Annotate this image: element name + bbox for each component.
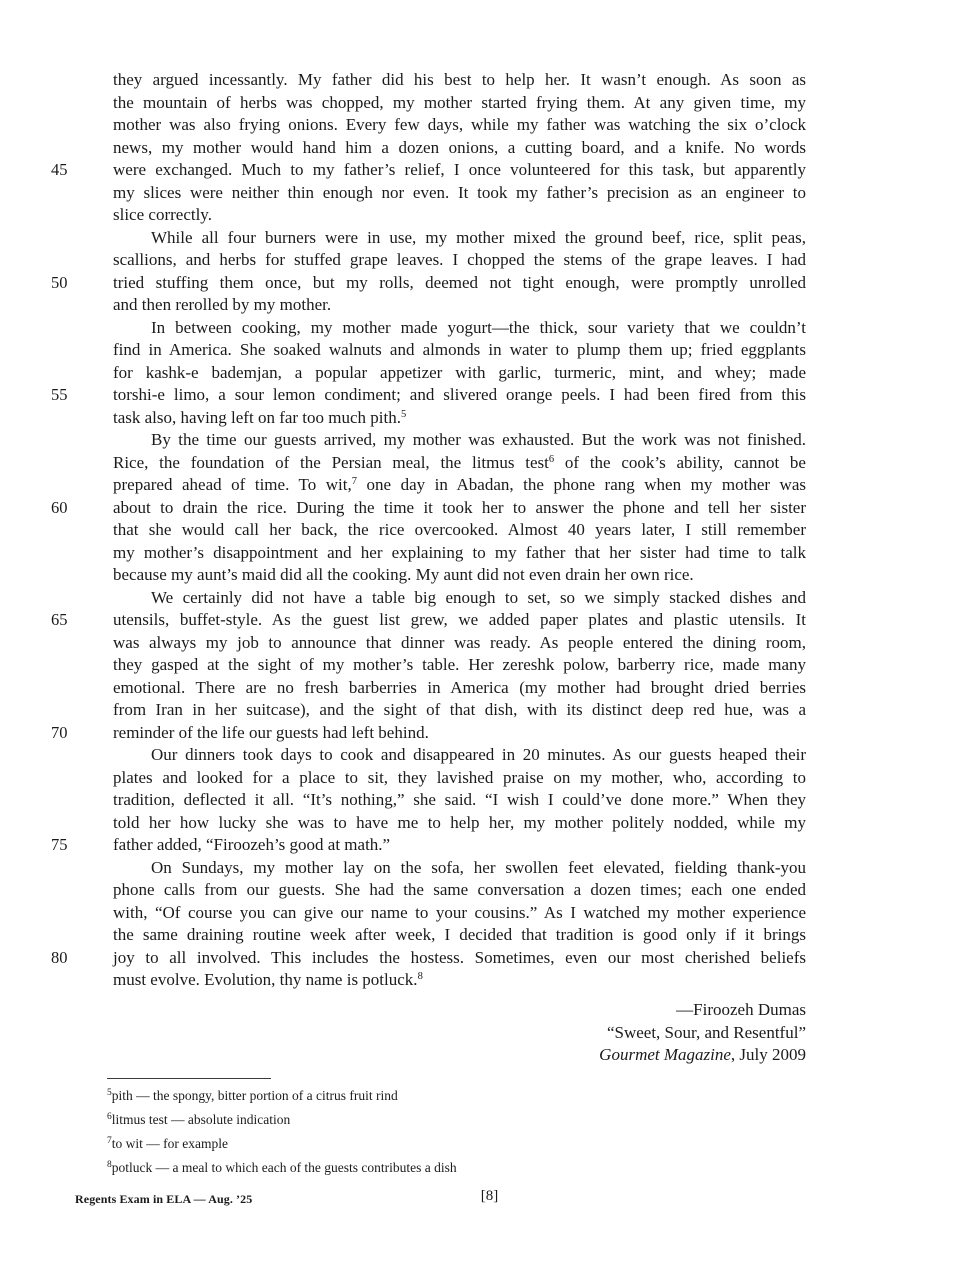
- passage-line: [51, 722, 806, 745]
- passage-line-text: slice correctly.: [113, 205, 212, 224]
- footnote-number: 7: [107, 1136, 112, 1146]
- attribution-title: “Sweet, Sour, and Resentful”: [606, 1022, 806, 1042]
- passage-line: [113, 744, 806, 767]
- passage-line-text: prepared ahead of time. To wit,$^7$ one day in Abadan, the phone rang when my mother was: [113, 475, 806, 494]
- passage-line: [113, 294, 806, 317]
- footnotes-section: [107, 1078, 812, 1180]
- line-number: 80: [51, 947, 68, 967]
- passage-line: [113, 407, 806, 430]
- passage-line-text: tried stuffing them once, but my rolls, deemed not tight enough, were promptly unrolled: [113, 272, 806, 292]
- passage-line-text: utensils, buffet-style. As the guest list grew, we added paper plates and plastic utensils. It: [113, 610, 806, 629]
- attribution: [113, 999, 806, 1067]
- passage-line-text: from Iran in her suitcase), and the sight of that dish, with its distinct deep red hue, was a: [113, 700, 806, 719]
- passage-line: [113, 902, 806, 925]
- attribution-source: [113, 1044, 806, 1067]
- line-number: 50: [51, 272, 68, 292]
- passage-line-text: news, my mother would hand him a dozen onions, a cutting board, and a knife. No words: [113, 137, 806, 157]
- passage-line: [113, 204, 806, 227]
- footnote-list: [107, 1084, 812, 1180]
- passage-line: [113, 677, 806, 700]
- passage-line-text: they gasped at the sight of my mother’s table. Her zereshk polow, barberry rice, made many: [113, 655, 806, 674]
- passage-line-text: reminder of the life our guests had left behind.: [113, 722, 429, 742]
- passage-line: [51, 609, 806, 632]
- passage-line: [113, 969, 806, 992]
- passage-line: [51, 947, 806, 970]
- passage-line-text: torshi-e limo, a sour lemon condiment; and slivered orange peels. I had been fired from this: [113, 385, 806, 404]
- attribution-source-name: Gourmet Magazine: [599, 1045, 731, 1064]
- passage-line-text: they argued incessantly. My father did his best to help her. It wasn’t enough. As soon as: [113, 70, 806, 89]
- passage-line: [113, 452, 806, 475]
- passage-line-text: phone calls from our guests. She had the same conversation a dozen times; each one ended: [113, 880, 806, 899]
- passage-line-text: In between cooking, my mother made yogurt—the thick, sour variety that we couldn’t: [151, 317, 806, 337]
- footnote-number: 8: [107, 1160, 112, 1170]
- passage-line: [113, 92, 806, 115]
- passage-line: [51, 384, 806, 407]
- passage-line-text: and then rerolled by my mother.: [113, 295, 332, 314]
- passage-line-text: Our dinners took days to cook and disappeared in 20 minutes. As our guests heaped their: [151, 745, 806, 764]
- passage-line: [113, 857, 806, 880]
- line-number: 55: [51, 385, 68, 404]
- passage-line: [113, 69, 806, 92]
- passage-line: [113, 474, 806, 497]
- passage-line: [113, 564, 806, 587]
- passage-line: [113, 362, 806, 385]
- passage-line-text: emotional. There are no fresh barberries in America (my mother had brought dried berries: [113, 677, 806, 697]
- passage-line: [113, 137, 806, 160]
- passage-line: [113, 879, 806, 902]
- passage-line-text: were exchanged. Much to my father’s relief, I once volunteered for this task, but apparently: [113, 160, 806, 179]
- line-number: 75: [51, 835, 68, 854]
- passage-line: [113, 429, 806, 452]
- footnote: $^5$pith — the spongy, bitter portion of a citrus fruit rind: [107, 1088, 398, 1103]
- passage-line: [51, 497, 806, 520]
- passage-line: [113, 182, 806, 205]
- line-number: 45: [51, 160, 68, 179]
- passage-line: [51, 272, 806, 295]
- passage-line-text: my slices were neither thin enough nor even. It took my father’s precision as an engineer to: [113, 182, 806, 202]
- passage-line-text: On Sundays, my mother lay on the sofa, her swollen feet elevated, fielding thank-you: [151, 857, 806, 877]
- passage-line-text: task also, having left on far too much pith.$^5$: [113, 407, 407, 427]
- passage-line: [113, 339, 806, 362]
- footer-exam-label: Regents Exam in ELA — Aug. ’25: [75, 1192, 253, 1206]
- footnote: $^8$potluck — a meal to which each of the guests contributes a dish: [107, 1160, 457, 1175]
- passage-line: [113, 924, 806, 947]
- passage-line-text: By the time our guests arrived, my mother was exhausted. But the work was not finished.: [151, 430, 806, 449]
- passage-line: [113, 587, 806, 610]
- attribution-author: —Firoozeh Dumas: [676, 1000, 806, 1019]
- passage-line: [113, 632, 806, 655]
- passage-line: [113, 789, 806, 812]
- passage-line: [113, 249, 806, 272]
- passage-line-text: the mountain of herbs was chopped, my mother started frying them. At any given time, my: [113, 92, 806, 112]
- passage-line-text: joy to all involved. This includes the hostess. Sometimes, even our most cherished beliefs: [113, 947, 806, 967]
- attribution-source-date: , July 2009: [730, 1045, 806, 1064]
- passage-line: [51, 834, 806, 857]
- passage-body: [51, 69, 806, 992]
- passage-line-text: father added, “Firoozeh’s good at math.”: [113, 835, 391, 854]
- footnote: $^6$litmus test — absolute indication: [107, 1112, 291, 1127]
- footnote-separator-rule: [107, 1078, 271, 1079]
- passage-line-text: told her how lucky she was to have me to help her, my mother politely nodded, while my: [113, 812, 806, 832]
- passage-line: [113, 227, 806, 250]
- passage-line-text: must evolve. Evolution, thy name is potluck.$^8$: [113, 970, 423, 989]
- passage-line: [113, 767, 806, 790]
- passage-line-text: plates and looked for a place to sit, they lavished praise on my mother, who, according to: [113, 767, 806, 787]
- passage-line-text: find in America. She soaked walnuts and almonds in water to plump them up; fried eggplants: [113, 340, 806, 359]
- passage-line-text: the same draining routine week after week, I decided that tradition is good only if it brings: [113, 925, 806, 944]
- passage-line-text: with, “Of course you can give our name to your cousins.” As I watched my mother experience: [113, 902, 806, 922]
- passage-line-text: tradition, deflected it all. “It’s nothing,” she said. “I wish I could’ve done more.” When they: [113, 790, 806, 809]
- passage-line-text: that she would call her back, the rice overcooked. Almost 40 years later, I still remember: [113, 520, 806, 539]
- passage-line-text: my mother’s disappointment and her explaining to my father that her sister had time to talk: [113, 542, 806, 562]
- line-number: 65: [51, 610, 68, 629]
- line-number: 60: [51, 497, 68, 517]
- passage-line: [113, 317, 806, 340]
- passage-line-text: We certainly did not have a table big enough to set, so we simply stacked dishes and: [151, 587, 806, 607]
- footnote-number: 5: [107, 1088, 112, 1098]
- passage-line: [113, 519, 806, 542]
- line-number: 70: [51, 722, 68, 742]
- passage-line-text: scallions, and herbs for stuffed grape leaves. I chopped the stems of the grape leaves. I had: [113, 250, 806, 269]
- passage-line: [51, 159, 806, 182]
- passage-line-text: While all four burners were in use, my mother mixed the ground beef, rice, split peas,: [151, 227, 806, 247]
- passage-line: [113, 114, 806, 137]
- passage-line: [113, 699, 806, 722]
- passage-line-text: about to drain the rice. During the time it took her to answer the phone and tell her sister: [113, 497, 806, 517]
- passage-line: [113, 654, 806, 677]
- passage-line-text: was always my job to announce that dinner was ready. As people entered the dining room,: [113, 632, 806, 652]
- footer-page-number: [8]: [480, 1188, 499, 1204]
- passage-line-text: because my aunt’s maid did all the cooking. My aunt did not even drain her own rice.: [113, 565, 694, 584]
- passage-line-text: mother was also frying onions. Every few days, while my father was watching the six o’clock: [113, 115, 806, 134]
- passage-line-text: Rice, the foundation of the Persian meal, the litmus test$^6$ of the cook’s ability, cannot be: [113, 452, 806, 472]
- passage-line: [113, 812, 806, 835]
- footnote: $^7$to wit — for example: [107, 1136, 228, 1151]
- passage-line: [113, 542, 806, 565]
- footnote-number: 6: [107, 1112, 112, 1122]
- passage-line-text: for kashk-e bademjan, a popular appetizer with garlic, turmeric, mint, and whey; made: [113, 362, 806, 382]
